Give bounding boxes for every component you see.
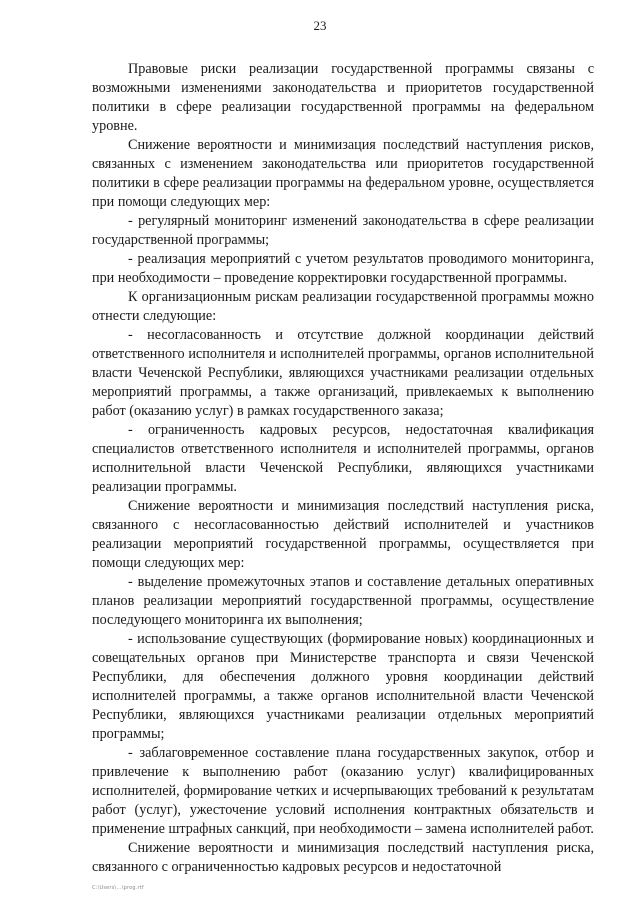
paragraph-coordination-measures: Снижение вероятности и минимизация последствий наступления риска, связанного с несогласованностью действий исполнителей и участников реализации мероприятий государственной программы, осуществляется при помощи следующих мер: — [92, 498, 594, 571]
list-item-coordination-risk: - несогласованность и отсутствие должной координации действий ответственного исполнителя и исполнителей программы, органов исполнительной власти Чеченской Республики, являющихся участниками реализации отдельных мероприятий программы, а также организаций, привлекаемых к выполнению работ (оказанию услуг) в рамках государственного заказа; — [92, 327, 594, 419]
page-number: 23 — [313, 18, 327, 33]
paragraph-organizational-risks: К организационным рискам реализации государственной программы можно отнести следующие: — [92, 289, 594, 324]
list-item-procurement: - заблаговременное составление плана государственных закупок, отбор и привлечение к выполнению работ (оказанию услуг) квалифицированных исполнителей, формирование четких и исчерпывающих требований к результатам работ (услуг), ужесточение условий исполнения контрактных обязательств и применение штрафных санкций, при необходимости – замена исполнителей работ. — [92, 745, 594, 837]
document-body — [92, 60, 594, 877]
paragraph-legal-risk-measures: Снижение вероятности и минимизация последствий наступления рисков, связанных с изменением законодательства или приоритетов государственной политики в сфере реализации программы на федеральном уровне, осуществляется при помощи следующих мер: — [92, 137, 594, 210]
list-item-staff-risk: - ограниченность кадровых ресурсов, недостаточная квалификация специалистов ответственного исполнителя и исполнителей программы, органов исполнительной власти Чеченской Республики, являющихся участниками реализации программы. — [92, 422, 594, 495]
list-item-coordination-bodies: - использование существующих (формирование новых) координационных и совещательных органов при Министерстве транспорта и связи Чеченской Республики, для обеспечения должного уровня координации действий исполнителей программы, а также органов исполнительной власти Чеченской Республики, являющихся участниками реализации отдельных мероприятий программы; — [92, 631, 594, 742]
list-item-adjustment: - реализация мероприятий с учетом результатов проводимого мониторинга, при необходимости – проведение корректировки государственной программы. — [92, 251, 594, 286]
list-item-monitoring: - регулярный мониторинг изменений законодательства в сфере реализации государственной программы; — [92, 213, 594, 248]
footer-file-path: C:\Users\...\prog.rtf — [92, 885, 144, 891]
list-item-planning: - выделение промежуточных этапов и составление детальных оперативных планов реализации мероприятий государственной программы, осуществление последующего мониторинга их выполнения; — [92, 574, 594, 628]
paragraph-legal-risks: Правовые риски реализации государственной программы связаны с возможными изменениями законодательства и приоритетов государственной политики в сфере реализации государственной программы на федеральном уровне. — [92, 61, 594, 134]
paragraph-staff-measures: Снижение вероятности и минимизация последствий наступления риска, связанного с ограниченностью кадровых ресурсов и недостаточной — [92, 840, 594, 875]
